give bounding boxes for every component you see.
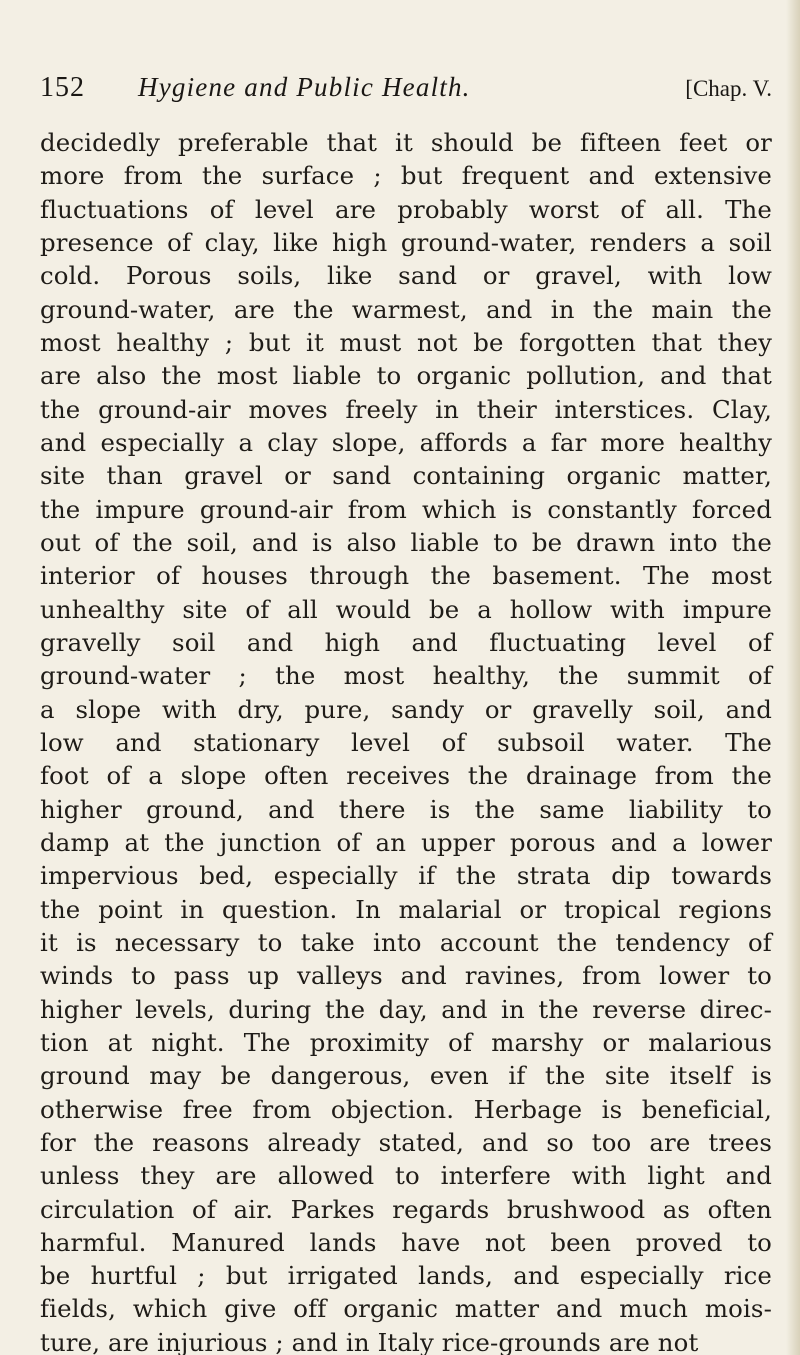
text-line: site than gravel or sand containing organic matter, [40, 461, 772, 491]
text-line: it is necessary to take into account the tendency of [40, 927, 772, 957]
text-line: ground may be dangerous, even if the site itself is [40, 1061, 772, 1091]
text-line: unhealthy site of all would be a hollow with impure [40, 594, 772, 624]
text-line: interior of houses through the basement. The most [40, 561, 772, 591]
text-line: and especially a clay slope, affords a far more healthy [40, 427, 772, 457]
text-line: decidedly preferable that it should be fifteen feet or [40, 128, 772, 157]
text-line: ground-water, are the warmest, and in the main the [40, 294, 772, 324]
page-edge-shadow [786, 0, 800, 1355]
text-line: fluctuations of level are probably worst of all. The [40, 194, 772, 224]
text-line: more from the surface ; but frequent and extensive [40, 161, 772, 191]
text-line: are also the most liable to organic pollution, and that [40, 361, 772, 391]
text-line: foot of a slope often receives the drainage from the [40, 761, 772, 791]
text-line: be hurtful ; but irrigated lands, and especially rice [40, 1261, 772, 1291]
text-line: gravelly soil and high and fluctuating level of [40, 627, 772, 657]
text-line: the point in question. In malarial or tropical regions [40, 894, 772, 924]
text-line: a slope with dry, pure, sandy or gravelly soil, and [40, 694, 772, 724]
text-line: ture, are injurious ; and in Italy rice-grounds are not [40, 1327, 699, 1355]
text-line: fields, which give off organic matter and much mois- [40, 1294, 772, 1324]
text-line: ground-water ; the most healthy, the summit of [40, 661, 772, 691]
text-line: low and stationary level of subsoil water. The [40, 727, 772, 757]
running-header [40, 72, 772, 112]
running-title: Hygiene and Public Health. [138, 72, 471, 102]
text-line: presence of clay, like high ground-water, renders a soil [40, 227, 772, 257]
text-line: for the reasons already stated, and so too are trees [40, 1127, 772, 1157]
text-line: the impure ground-air from which is constantly forced [40, 494, 772, 524]
text-line: winds to pass up valleys and ravines, from lower to [40, 961, 772, 991]
body-text [40, 126, 772, 1355]
text-line: impervious bed, especially if the strata dip towards [40, 861, 772, 891]
text-line: cold. Porous soils, like sand or gravel, with low [40, 261, 772, 291]
text-line: otherwise free from objection. Herbage is beneficial, [40, 1094, 772, 1124]
text-line: unless they are allowed to interfere with light and [40, 1161, 772, 1191]
text-line: out of the soil, and is also liable to be drawn into the [40, 527, 772, 557]
text-line: the ground-air moves freely in their interstices. Clay, [40, 394, 772, 424]
text-line: higher ground, and there is the same liability to [40, 794, 772, 824]
chapter-marker: [Chap. V. [685, 76, 772, 101]
text-line: circulation of air. Parkes regards brushwood as often [40, 1194, 772, 1224]
text-line: most healthy ; but it must not be forgotten that they [40, 327, 772, 357]
page-number: 152 [40, 72, 85, 103]
text-line: tion at night. The proximity of marshy or malarious [40, 1027, 772, 1057]
text-line: higher levels, during the day, and in the reverse direc- [40, 994, 772, 1024]
text-line: damp at the junction of an upper porous and a lower [40, 827, 772, 857]
text-line: harmful. Manured lands have not been proved to [40, 1227, 772, 1257]
